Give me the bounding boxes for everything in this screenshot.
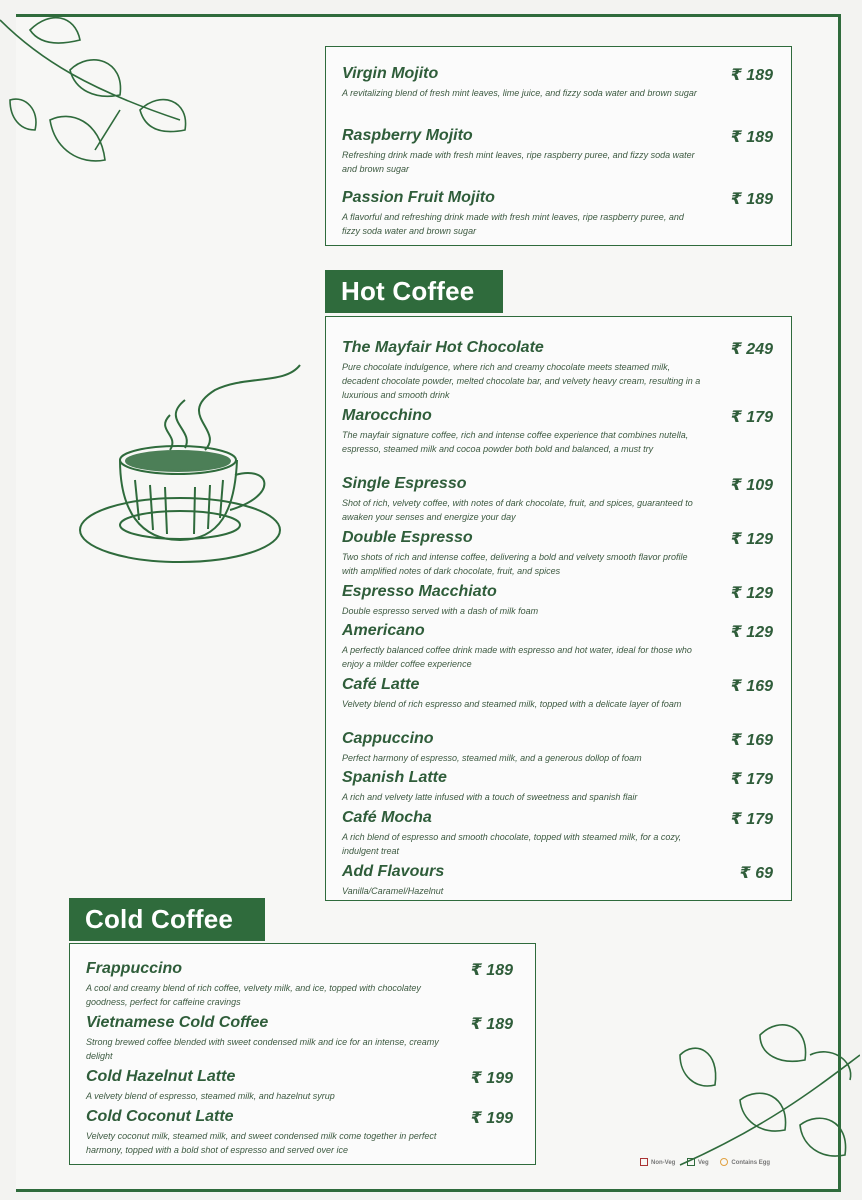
item-description: Double espresso served with a dash of milk foam: [342, 606, 539, 616]
legend-label: Contains Egg: [731, 1159, 771, 1166]
egg-icon: [720, 1158, 728, 1166]
item-description: A velvety blend of espresso, steamed milk, and hazelnut syrup: [86, 1091, 335, 1101]
item-price: ₹ 129: [730, 624, 773, 641]
item-name: Spanish Latte: [342, 769, 447, 786]
item-name: Raspberry Mojito: [342, 127, 473, 144]
item-description: A rich blend of espresso and smooth chocolate, topped with steamed milk, for a cozy, indulgent treat: [342, 832, 682, 856]
item-price: ₹ 109: [730, 477, 773, 494]
item-price: ₹ 129: [730, 531, 773, 548]
item-name: Single Espresso: [342, 475, 467, 492]
item-description: A cool and creamy blend of rich coffee, velvety milk, and ice, topped with chocolatey goodness, perfect for caffeine cravings: [86, 983, 421, 1007]
item-description: Vanilla/Caramel/Hazelnut: [342, 886, 444, 896]
floral-decoration-top-left-icon: [0, 0, 200, 190]
item-name: Americano: [342, 622, 425, 639]
item-name: Cold Coconut Latte: [86, 1108, 234, 1125]
item-price: ₹ 199: [470, 1110, 513, 1127]
item-description: Perfect harmony of espresso, steamed milk, and a generous dollop of foam: [342, 753, 642, 763]
legend-label: Non-Veg: [651, 1159, 676, 1166]
item-name: Frappuccino: [86, 960, 183, 977]
item-name: Vietnamese Cold Coffee: [86, 1014, 269, 1031]
item-price: ₹ 179: [730, 771, 773, 788]
non-veg-icon: [640, 1158, 648, 1166]
item-price: ₹ 129: [730, 585, 773, 602]
item-description: Pure chocolate indulgence, where rich and creamy chocolate meets steamed milk, decadent chocolate powder, melted chocolate bar, and velvety heavy cream, resulting in a luxurious and smooth drink: [342, 362, 701, 400]
item-description: A revitalizing blend of fresh mint leaves, lime juice, and fizzy soda water and brown sugar: [342, 88, 697, 98]
item-price: ₹ 179: [730, 409, 773, 426]
legend-label: Veg: [698, 1159, 709, 1166]
item-price: ₹ 249: [730, 341, 773, 358]
item-price: ₹ 179: [730, 811, 773, 828]
hot-coffee-box: [325, 316, 792, 901]
item-name: The Mayfair Hot Chocolate: [342, 339, 544, 356]
item-description: Two shots of rich and intense coffee, delivering a bold and velvety smooth flavor profile with amplified notes of dark chocolate, fruit, and spices: [342, 552, 688, 576]
item-price: ₹ 199: [470, 1070, 513, 1087]
cold-coffee-title: Cold Coffee: [69, 898, 265, 941]
item-description: Velvety blend of rich espresso and steamed milk, topped with a delicate layer of foam: [342, 699, 682, 709]
item-name: Add Flavours: [342, 863, 445, 880]
item-price: ₹ 189: [470, 1016, 513, 1033]
item-price: ₹ 189: [730, 129, 773, 146]
item-description: Velvety coconut milk, steamed milk, and sweet condensed milk come together in perfect harmony, topped with a bold shot of espresso and served over ice: [86, 1131, 437, 1155]
item-name: Cold Hazelnut Latte: [86, 1068, 236, 1085]
coffee-cup-illustration-icon: [75, 360, 310, 580]
item-description: A flavorful and refreshing drink made with fresh mint leaves, ripe raspberry puree, and fizzy soda water and brown sugar: [342, 212, 684, 236]
item-description: Refreshing drink made with fresh mint leaves, ripe raspberry puree, and fizzy soda water and brown sugar: [342, 150, 695, 174]
legend-veg: [687, 1160, 709, 1166]
legend-egg: [720, 1160, 770, 1166]
item-price: ₹ 189: [470, 962, 513, 979]
veg-icon: [687, 1158, 695, 1166]
mocktail-box: [325, 46, 792, 246]
diet-legend: [640, 1158, 780, 1166]
item-name: Café Mocha: [342, 809, 432, 826]
item-price: ₹ 189: [730, 67, 773, 84]
hot-coffee-title: Hot Coffee: [325, 270, 503, 313]
item-price: ₹ 169: [730, 678, 773, 695]
item-description: A rich and velvety latte infused with a touch of sweetness and spanish flair: [342, 792, 638, 802]
item-name: Cappuccino: [342, 730, 434, 747]
legend-non-veg: [640, 1160, 675, 1166]
item-description: The mayfair signature coffee, rich and intense coffee experience that combines nutella, espresso, steamed milk and cocoa powder both bold and balanced, a must try: [342, 430, 689, 454]
item-name: Marocchino: [342, 407, 432, 424]
item-description: Strong brewed coffee blended with sweet condensed milk and ice for an intense, creamy delight: [86, 1037, 439, 1061]
item-price: ₹ 69: [739, 865, 773, 882]
item-price: ₹ 189: [730, 191, 773, 208]
item-description: Shot of rich, velvety coffee, with notes of dark chocolate, fruit, and spices, guaranteed to awaken your senses and energize your day: [342, 498, 693, 522]
item-name: Espresso Macchiato: [342, 583, 497, 600]
item-description: A perfectly balanced coffee drink made with espresso and hot water, ideal for those who enjoy a milder coffee experience: [342, 645, 692, 669]
cold-coffee-box: [69, 943, 536, 1165]
item-price: ₹ 169: [730, 732, 773, 749]
item-name: Virgin Mojito: [342, 65, 439, 82]
item-name: Passion Fruit Mojito: [342, 189, 495, 206]
item-name: Double Espresso: [342, 529, 473, 546]
item-name: Café Latte: [342, 676, 420, 693]
